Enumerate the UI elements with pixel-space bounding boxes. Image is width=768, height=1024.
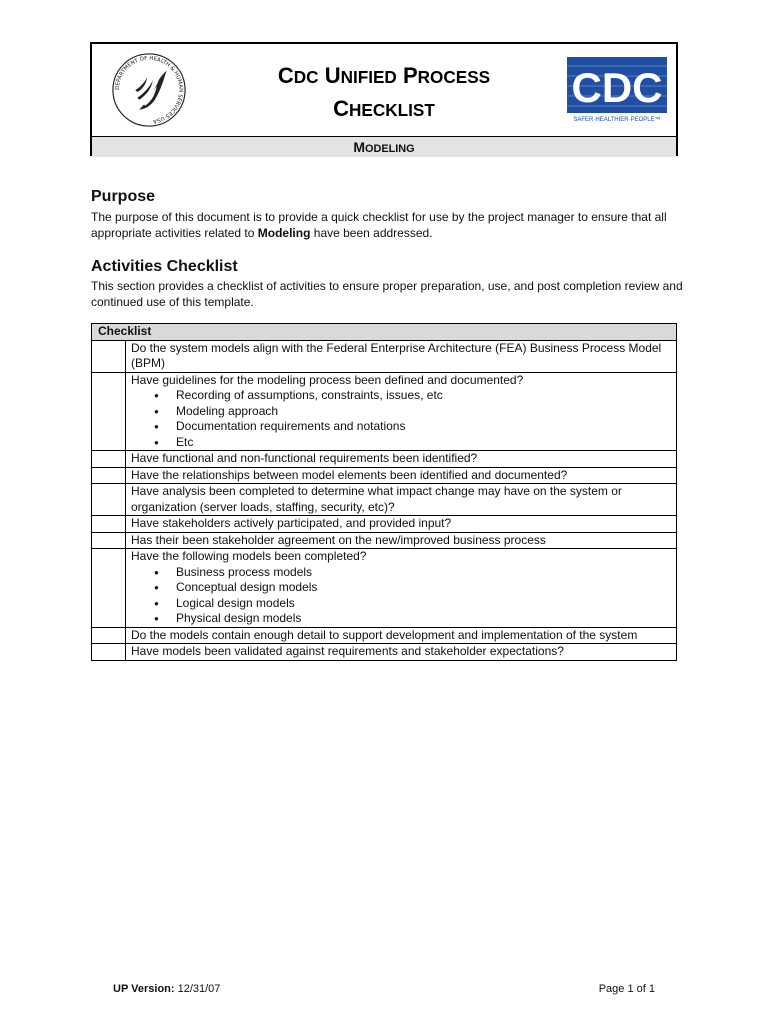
- table-row: [92, 532, 677, 549]
- checklist-item: [126, 340, 677, 372]
- table-row: [92, 627, 677, 644]
- checkbox-cell[interactable]: [92, 340, 126, 372]
- purpose-heading: Purpose: [91, 188, 156, 205]
- purpose-text-after: have been addressed.: [310, 225, 433, 240]
- checklist-item-text: Have functional and non-functional requirements been identified?: [131, 451, 478, 465]
- seal-text: DEPARTMENT OF HEALTH & HUMAN SERVICES·USA: [114, 55, 184, 124]
- checklist-item-text: Have models been validated against requirements and stakeholder expectations?: [131, 644, 564, 658]
- header-top: [92, 44, 676, 137]
- cdc-logo-icon: [566, 56, 668, 124]
- table-row: [92, 467, 677, 484]
- logo-tagline: SAFER·HEALTHIER·PEOPLE™: [573, 117, 661, 123]
- checkbox-cell[interactable]: [92, 467, 126, 484]
- activities-intro: This section provides a checklist of activities to ensure proper preparation, use, and post completion review and continued use of this template.: [91, 279, 683, 309]
- checkbox-cell[interactable]: [92, 644, 126, 661]
- table-row: [92, 340, 677, 372]
- version-value: 12/31/07: [174, 983, 221, 995]
- checklist-item-text: Have guidelines for the modeling process been defined and documented?: [131, 372, 524, 387]
- list-item: ● Modeling approach: [131, 404, 671, 420]
- checklist-item: [126, 549, 677, 628]
- list-item: ● Conceptual design models: [131, 580, 671, 596]
- checkbox-cell[interactable]: [92, 484, 126, 516]
- list-item: ● Documentation requirements and notations: [131, 419, 671, 435]
- checklist-item: [126, 484, 677, 516]
- checklist-item-text: Have the relationships between model elements been identified and documented?: [131, 467, 568, 482]
- document-subtitle: [92, 137, 676, 157]
- table-row: [92, 484, 677, 516]
- checklist-header-row: [92, 324, 677, 341]
- list-item: ● Physical design models: [131, 611, 671, 627]
- list-item: ● Etc: [131, 435, 671, 451]
- purpose-text: [91, 210, 683, 241]
- checklist-item: [126, 627, 677, 644]
- subtitle-text: MODELING: [353, 139, 415, 155]
- checklist-item: [126, 644, 677, 661]
- activities-heading: Activities Checklist: [91, 258, 238, 275]
- list-item: ● Logical design models: [131, 596, 671, 612]
- title-line-2: CHECKLIST: [333, 96, 435, 121]
- checklist-item-text: Have the following models been completed?: [131, 549, 367, 563]
- purpose-text-before: The purpose of this document is to provide a quick checklist for use by the project manager to ensure that all appropriate activities related to: [91, 210, 667, 240]
- table-row: [92, 516, 677, 533]
- checklist-item: [126, 372, 677, 451]
- checklist-item-text: Do the models contain enough detail to support development and implementation of the system: [131, 627, 638, 642]
- list-item: ● Recording of assumptions, constraints, issues, etc: [131, 388, 671, 404]
- footer-version: [113, 983, 220, 995]
- bullet-list: [131, 565, 671, 627]
- hhs-seal-icon: [110, 50, 188, 130]
- purpose-text-bold: Modeling: [257, 225, 311, 240]
- title-line-1: CDC UNIFIED PROCESS: [277, 63, 491, 88]
- checkbox-cell[interactable]: [92, 532, 126, 549]
- bullet-list: [131, 388, 671, 450]
- checklist-item-text: Have stakeholders actively participated, and provided input?: [131, 516, 452, 530]
- table-row: [92, 549, 677, 628]
- checkbox-cell[interactable]: [92, 627, 126, 644]
- checklist-item-text: Do the system models align with the Federal Enterprise Architecture (FEA) Business Process Model (BPM): [131, 340, 662, 370]
- document-header: [90, 42, 678, 156]
- checklist-item: [126, 467, 677, 484]
- checklist-item: [126, 516, 677, 533]
- list-item: ● Business process models: [131, 565, 671, 581]
- table-row: [92, 644, 677, 661]
- footer-page: Page 1 of 1: [598, 983, 655, 995]
- checklist-header: Checklist: [92, 324, 677, 341]
- checkbox-cell[interactable]: [92, 516, 126, 533]
- checklist-item: [126, 532, 677, 549]
- version-label: UP Version:: [113, 983, 175, 995]
- checklist-item-text: Has their been stakeholder agreement on the new/improved business process: [131, 532, 546, 547]
- table-row: [92, 451, 677, 468]
- checklist-item: [126, 451, 677, 468]
- checklist-body: [92, 340, 677, 660]
- logo-text: CDC: [571, 64, 663, 111]
- checkbox-cell[interactable]: [92, 372, 126, 451]
- table-row: [92, 372, 677, 451]
- checklist-item-text: Have analysis been completed to determine what impact change may have on the system or organization (server loads, staffing, security, etc)?: [131, 484, 622, 514]
- document-title: [242, 60, 526, 126]
- checkbox-cell[interactable]: [92, 451, 126, 468]
- checkbox-cell[interactable]: [92, 549, 126, 628]
- checklist-table: [91, 323, 677, 661]
